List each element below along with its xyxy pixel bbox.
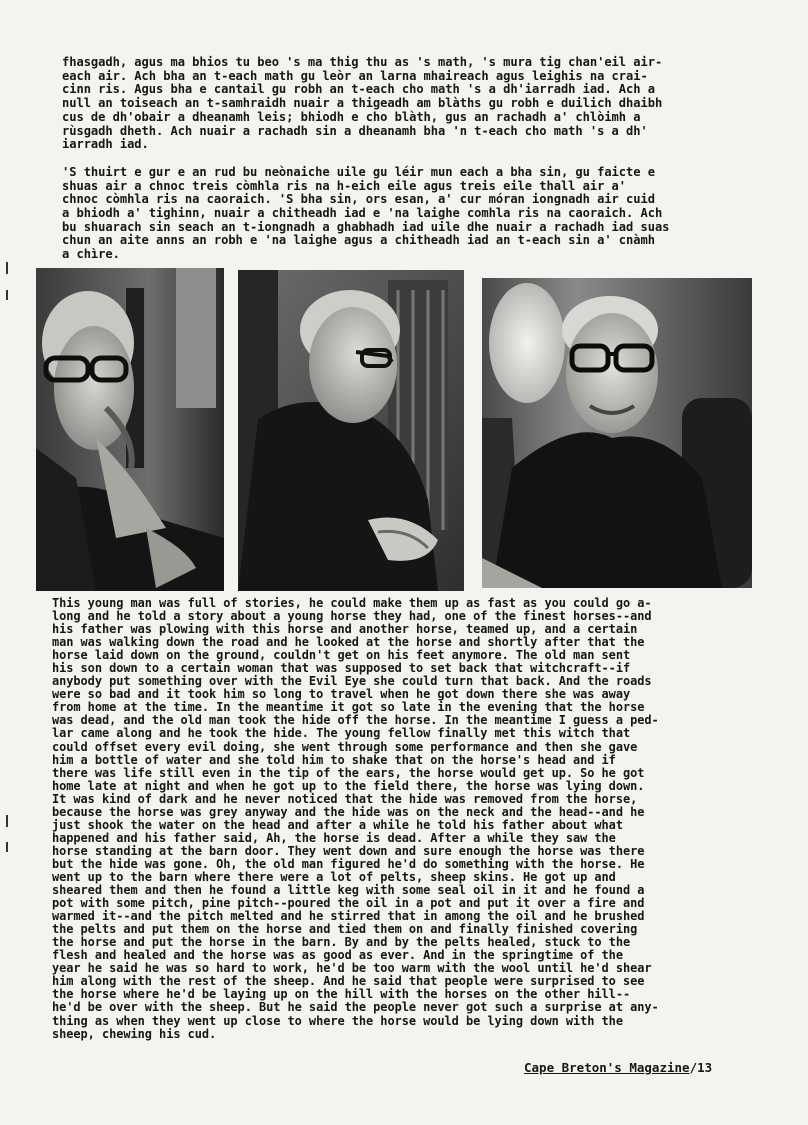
text-line: the pelts and put them on the horse and tied them on and finally finished covering [52,922,638,937]
page-footer [524,1060,712,1075]
text-line: chnoc còmhla ris na caoraich. 'S bha sin, ors esan, a' cur móran iongnadh air cuid [62,192,655,207]
text-line: cinn ris. Agus bha e cantail gu robh an t-each cho math 's a dh'iarradh iad. Ach a [62,82,655,97]
text-line: a bhiodh a' tighinn, nuair a chitheadh iad e 'na laighe comhla ris na caoraich. Ach [62,206,663,221]
text-line: lar came along and he took the hide. The young fellow finally met this witch that [52,726,631,741]
text-line: iarradh iad. [62,137,149,152]
text-line: home late at night and when he got up to the field there, the horse was lying down. [52,778,645,793]
text-line: went up to the barn where there were a lot of pelts, sheep skins. He got up and [52,869,616,884]
gaelic-paragraph-2 [62,166,752,262]
text-line: year he said he was so hard to work, he'd be too warm with the wool until he'd shear [52,961,652,976]
english-text-block [52,597,752,1041]
text-line: bu shuarach sin seach an t-iongnadh a ghabhadh iad uile dhe nuair a rachadh iad suas [62,219,670,234]
text-line: shuas air a chnoc treis còmhla ris na h-eich eile agus treis eile thall air a' [62,178,627,193]
text-line: were so bad and it took him so long to travel when he got down there she was away [52,687,631,702]
portrait-photo-3 [482,278,752,588]
text-line: him along with the rest of the sheep. And he said that people were surprised to see [52,974,645,989]
text-line: man was walking down the road and he looked at the horse and shortly after that the [52,635,645,650]
text-line: sheep, chewing his cud. [52,1026,217,1041]
gaelic-paragraph-1 [62,56,752,152]
text-line: cus de dh'obair a dheanamh leis; bhiodh e cho blàth, gus an rachadh a' chlòimh a [62,109,641,124]
margin-mark [6,262,8,274]
text-line: This young man was full of stories, he could make them up as fast as you could go a- [52,596,652,610]
text-line: rùsgadh dheth. Ach nuair a rachadh sin a dheanamh bha 'n t-each cho math 's a dh' [62,123,648,138]
gaelic-text-block [62,56,752,276]
text-line: was dead, and the old man took the hide off the horse. In the meantime I guess a ped- [52,713,659,728]
text-line: the horse and put the horse in the barn. By and by the pelts healed, stuck to the [52,935,631,950]
page-number: /13 [689,1060,713,1075]
text-line: just shook the water on the head and after a while he told his father about what [52,817,623,832]
text-line: fhasgadh, agus ma bhios tu beo 's ma thig thu as 's math, 's mura tig chan'eil air- [62,55,663,69]
text-line: his father was plowing with this horse and another horse, teamed up, and a certain [52,622,638,637]
portrait-photo-2 [238,270,464,591]
text-line: there was life still even in the tip of the ears, the horse would get up. So he got [52,765,645,780]
text-line: sheared them and then he found a little keg with some seal oil in it and he found a [52,883,645,898]
margin-mark [6,290,8,300]
margin-mark [6,815,8,827]
text-line: the horse where he'd be laying up on the hill with the horses on the other hill-- [52,987,631,1002]
text-line: each air. Ach bha an t-each math gu leòr an larna mhaireach agus leighis na crai- [62,68,648,83]
text-line: horse standing at the barn door. They went down and sure enough the horse was there [52,843,645,858]
text-line: chun an aite anns an robh e 'na laighe agus a chitheadh iad an t-each sin a' cnàmh [62,233,655,248]
text-line: could offset every evil doing, she went through some performance and then she gave [52,739,638,754]
text-line: anybody put something over with the Evil Eye she could turn that back. And the roads [52,674,652,689]
text-line: long and he told a story about a young horse they had, one of the finest horses--and [52,609,652,624]
text-line: his son down to a certain woman that was supposed to set back that witchcraft--if [52,661,631,676]
text-line: horse laid down on the ground, couldn't get on his feet anymore. The old man sent [52,648,631,663]
text-line: a chìre. [62,247,120,262]
text-line: flesh and healed and the horse was as good as ever. And in the springtime of the [52,948,623,963]
text-line: because the horse was grey anyway and the hide was on the neck and the head--and he [52,804,645,819]
magazine-name: Cape Breton's Magazine [524,1060,690,1075]
text-line: pot with some pitch, pine pitch--poured the oil in a pot and put it over a fire and [52,896,645,911]
text-line: happened and his father said, Ah, the horse is dead. After a while they saw the [52,830,616,845]
text-line: thing as when they went up close to where the horse would be lying down with the [52,1013,623,1028]
portrait-photo-1 [36,268,224,591]
text-line: him a bottle of water and she told him to shake that on the horse's head and if [52,752,616,767]
text-line: It was kind of dark and he never noticed that the hide was removed from the horse, [52,791,638,806]
text-line: null an toiseach an t-samhraidh nuair a thigeadh am blàths gu robh e duilich dhaibh [62,96,663,111]
text-line: but the hide was gone. Oh, the old man figured he'd do something with the horse. He [52,856,645,871]
margin-mark [6,842,8,852]
text-line: 'S thuirt e gur e an rud bu neònaiche uile gu léir mun each a bha sin, gu faicte e [62,164,655,179]
text-line: warmed it--and the pitch melted and he stirred that in among the oil and he brushed [52,909,645,924]
text-line: he'd be over with the sheep. But he said the people never got such a surprise at any- [52,1000,659,1015]
text-line: from home at the time. In the meantime it got so late in the evening that the horse [52,700,645,715]
